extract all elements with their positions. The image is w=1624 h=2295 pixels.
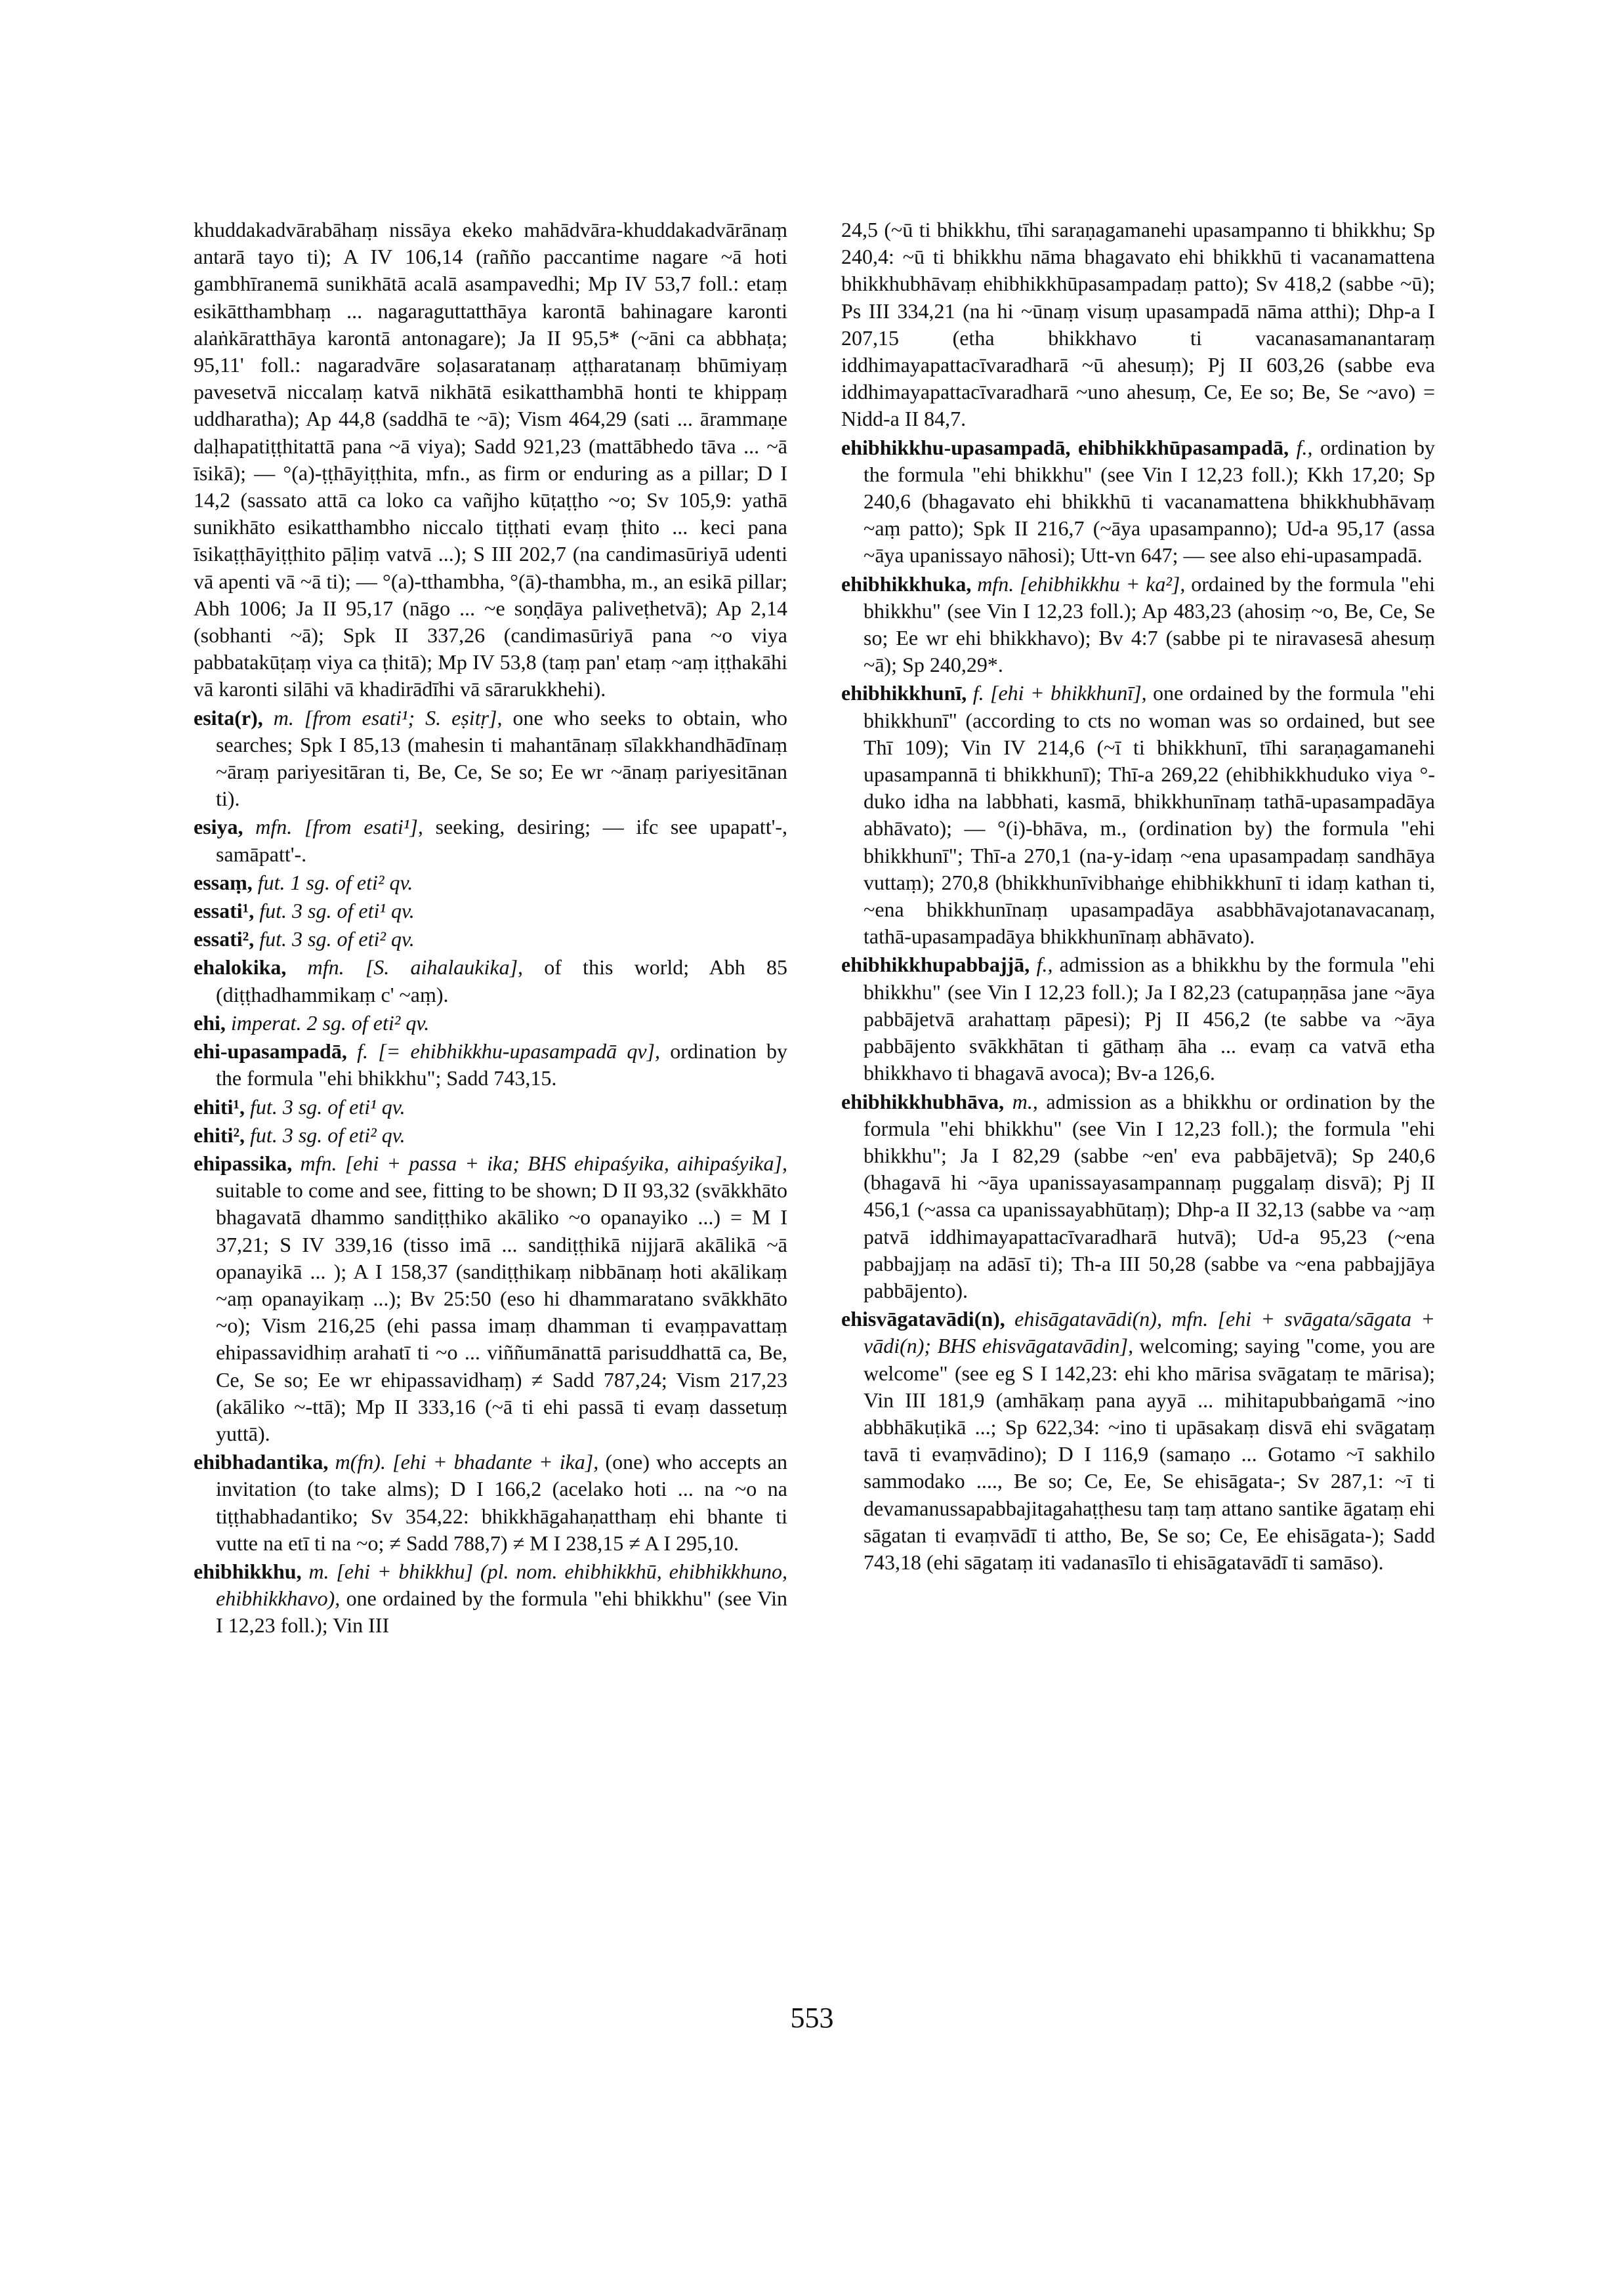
entry-headword: ehibhikkhu, xyxy=(194,1559,302,1583)
entry-grammar: fut. 3 sg. of eti¹ qv. xyxy=(259,899,415,923)
dictionary-entry xyxy=(841,1088,1435,1305)
entry-headword: ehiti¹, xyxy=(194,1094,245,1119)
entry-text: khuddakadvārabāhaṃ nissāya ekeko mahādvāra-khuddakadvārānaṃ antarā tayo ti); A IV 106,14 (raññо paccantime nagare ~ā hoti gambhīranemā sunikhātā acalā asampavedhi; Mp IV 53,7 foll.: etaṃ esikātthambhaṃ ... nagaraguttatthāya karontā bahinagare karonti alaṅkāratthāya karontā antonagare); Ja II 95,5* (~āni ca abbhaṭa; 95,11' foll.: nagaradvāre soḷasaratanaṃ aṭṭharatanaṃ bhūmiyaṃ pavesetvā niccalaṃ katvā nikhātā esikatthambhā honti te khippaṃ uddharatha); Ap 44,8 (saddhā te ~ā); Vism 464,29 (sati ... ārammaṇe daḷhapatiṭṭhitattā pana ~ā viya); Sadd 921,23 (mattābhedo tāva ... ~ā īsikā); — °(a)-ṭṭhāyiṭṭhita, mfn., as firm or enduring as a pillar; D I 14,2 (sassato attā ca loko ca vañjho kūṭaṭṭho ~o; Sv 105,9: yathā sunikhāto esikatthambho niccalo tiṭṭhati evaṃ ṭhito ... keci pana īsikaṭṭhāyiṭṭhito pāḷiṃ vatvā ...); S III 202,7 (na candimasūriyā udenti vā apenti vā ~ā ti); — °(a)-tthambha, °(ā)-thambha, m., an esikā pillar; Abh 1006; Ja II 95,17 (nāgo ... ~e soṇḍāya paliveṭhetvā); Ap 2,14 (sobhanti ~ā); Spk II 337,26 (candimasūriyā pana ~o viya pabbatakūṭaṃ viya ca ṭhitā); Mp IV 53,8 (taṃ pan' etaṃ ~aṃ iṭṭhakāhi vā karonti silāhi vā khadirādīhi vā sārarukkhehi). xyxy=(194,218,787,701)
entry-text: admission as a bhikkhu by the formula "ehi bhikkhu" (see Vin I 12,23 foll.); Ja I 82,23 (catupaṇṇāsa jane ~āya pabbājetvā arahattaṃ pāpesi); Pj II 456,2 (te sabbe va ~āya pabbājento svākkhātan ti gāthaṃ āha ... evaṃ ca vatvā etha bhikkhavo ti bhagavā avoca); Bv-a 126,6. xyxy=(864,953,1436,1085)
dictionary-entry xyxy=(841,434,1435,569)
entry-headword: ehibhadantika, xyxy=(194,1450,329,1474)
dictionary-entry xyxy=(841,951,1435,1086)
dictionary-entry xyxy=(194,1150,787,1447)
entry-grammar: fut. 3 sg. of eti² qv. xyxy=(250,1123,406,1147)
dictionary-entry xyxy=(194,1038,787,1092)
entry-text: one ordained by the formula "ehi bhikkhu" (see Vin I 12,23 foll.); Vin III xyxy=(216,1586,788,1638)
entry-text: ordination by the formula "ehi bhikkhu"; Sadd 743,15. xyxy=(216,1039,788,1090)
entry-headword: ehi-upasampadā, xyxy=(194,1039,347,1064)
entry-text: (one) who accepts an invitation (to take alms); D I 166,2 (acelako hoti ... na ~o na tiṭṭhabhadantiko; Sv 354,22: bhikkhāgahaṇatthaṃ ehi bhante ti vutte na etī ti na ~o; ≠ Sadd 788,7) ≠ M I 238,15 ≠ A I 295,10. xyxy=(216,1450,788,1555)
entry-grammar: fut. 1 sg. of eti² qv. xyxy=(257,870,413,894)
dictionary-entry xyxy=(194,898,787,924)
entry-headword: ehibhikkhunī, xyxy=(841,681,967,705)
dictionary-entry xyxy=(841,571,1435,679)
entry-headword: ehalokika, xyxy=(194,955,287,980)
entry-grammar: mfn. [S. aihalaukika], xyxy=(307,955,524,980)
entry-text: seeking, desiring; — ifc see upapatt'-, samāpatt'-. xyxy=(216,815,788,866)
dictionary-entry xyxy=(194,814,787,867)
dictionary-entry xyxy=(194,869,787,896)
entry-headword: esiya, xyxy=(194,815,243,839)
right-column xyxy=(841,217,1435,1577)
entry-text: welcoming; saying "come, you are welcome" (see eg S I 142,23: ehi kho mārisa svāgataṃ te mārisa); Vin III 181,9 (amhākaṃ pana ayyā ... mihitapubbaṅgamā ~ino abbhākuṭikā ...; Sp 622,34: ~ino ti upāsakaṃ disvā ehi svāgataṃ tavā ti evaṃvādino); D I 116,9 (samaṇo ... Gotamo ~ī sakhilo sammodako ...., Be so; Ce, Ee, Se ehisāgata-; Sv 287,1: ~ī ti devamanussapabbajitagahaṭṭhesu taṃ taṃ attano santike āgataṃ ehi sāgatan ti evaṃvādī ti attho, Be, Se so; Ce, Ee ehisāgata-); Sadd 743,18 (ehi sāgataṃ iti vadanasīlo ti ehisāgatavādī ti samāso). xyxy=(864,1334,1435,1574)
entry-grammar: f., xyxy=(1036,953,1053,977)
entry-grammar: fut. 3 sg. of eti² qv. xyxy=(259,927,415,951)
dictionary-entry xyxy=(841,1306,1435,1576)
dictionary-entry xyxy=(194,705,787,813)
dictionary-entry xyxy=(841,217,1435,433)
entry-headword: ehipassika, xyxy=(194,1151,293,1175)
entry-grammar: f., xyxy=(1296,435,1313,459)
entry-headword: ehiti², xyxy=(194,1123,245,1147)
entry-headword: ehisvāgatavādi(n), xyxy=(841,1307,1005,1331)
entry-headword: ehibhikkhu-upasampadā, ehibhikkhūpasampadā, xyxy=(841,435,1289,459)
entry-grammar: m. [from esati¹; S. eṣitṛ], xyxy=(273,705,503,730)
entry-grammar: fut. 3 sg. of eti¹ qv. xyxy=(250,1094,406,1119)
dictionary-entry xyxy=(194,1010,787,1037)
entry-grammar: m(fn). [ehi + bhadante + ika], xyxy=(335,1450,599,1474)
dictionary-entry xyxy=(841,680,1435,950)
left-column xyxy=(194,217,787,1641)
entry-grammar: ehisāgatavādi(n), mfn. [ehi + svāgata/sāgata + vādi(n); BHS ehisvāgatavādin], xyxy=(864,1307,1436,1358)
dictionary-entry xyxy=(194,926,787,953)
entry-grammar: imperat. 2 sg. of eti² qv. xyxy=(230,1010,430,1035)
dictionary-entry xyxy=(194,1122,787,1149)
entry-text: one who seeks to obtain, who searches; Spk I 85,13 (mahesin ti mahantānaṃ sīlakkhandhādīnaṃ ~āraṃ pariyesitāran ti, Be, Ce, Se so; Ee wr ~ānaṃ pariyesitānan ti). xyxy=(216,705,788,811)
entry-text: admission as a bhikkhu or ordination by the formula "ehi bhikkhu" (see Vin I 12,23 foll.); the formula "ehi bhikkhu"; Ja I 82,29 (sabbe ~en' eva pabbājetvā); Sp 240,6 (bhagavā hi ~āya upanissayasampannaṃ puggalaṃ disvā); Pj II 456,1 (~assa ca upanissayabhūtaṃ); Dhp-a II 32,13 (sabbe va ~aṃ patvā iddhimayapattacīvaradharā hutvā); Ud-a 95,23 (~ena pabbajjaṃ na adāsī ti); Th-a III 50,28 (sabbe va ~ena pabbajjāya pabbājento). xyxy=(864,1089,1435,1302)
dictionary-entry xyxy=(194,1449,787,1557)
entry-headword: essaṃ, xyxy=(194,870,253,894)
entry-text: 24,5 (~ū ti bhikkhu, tīhi saraṇagamanehi upasampanno ti bhikkhu; Sp 240,4: ~ū ti bhikkhu nāma bhagavato ehi bhikkhū ti vacanamattena bhikkhubhāvaṃ ehibhikkhūpasampadaṃ patto); Sv 418,2 (sabbe ~ū); Ps III 334,21 (na hi ~ūnaṃ visuṃ upasampadā nāma atthi); Dhp-a I 207,15 (etha bhikkhavo ti vacanasamanantaraṃ iddhimayapattacīvaradharā ~ū ahesuṃ); Pj II 603,26 (sabbe eva iddhimayapattacīvaradharā ~uno ahesuṃ, Ce, Ee so; Be, Se ~avo) = Nidd-a II 84,7. xyxy=(841,218,1435,431)
entry-headword: ehibhikkhuka, xyxy=(841,571,972,596)
entry-text: ordained by the formula "ehi bhikkhu" (see Vin I 12,23 foll.); Ap 483,23 (ahosiṃ ~o, Be, Ce, Se so; Ee wr ehi bhikkhavo); Bv 4:7 (sabbe pi te niravasesā ahesuṃ ~ā); Sp 240,29*. xyxy=(864,571,1435,677)
entry-headword: ehibhikkhubhāva, xyxy=(841,1089,1005,1113)
entry-headword: ehibhikkhupabbajjā, xyxy=(841,953,1030,977)
entry-grammar: mfn. [ehibhikkhu + ka²], xyxy=(977,571,1186,596)
entry-headword: ehi, xyxy=(194,1010,226,1035)
dictionary-entry xyxy=(194,217,787,703)
entry-grammar: mfn. [ehi + passa + ika; BHS ehipaśyika, aihipaśyika], xyxy=(300,1151,788,1175)
page-number: 553 xyxy=(790,2002,834,2034)
entry-text: suitable to come and see, fitting to be shown; D II 93,32 (svākkhāto bhagavatā dhammo sandiṭṭhiko akāliko ~o opanayiko ...) = M I 37,21; S IV 339,16 (tisso imā ... sandiṭṭhikā nijjarā akālikā ~ā opanayikā ... ); A I 158,37 (sandiṭṭhikaṃ nibbānaṃ hoti akālikaṃ ~aṃ opanayikaṃ ...); Bv 25:50 (eso hi dhammaratano svākkhāto ~o); Vism 216,25 (ehi passa imaṃ dhamman ti evaṃpavattaṃ ehipassavidhiṃ arahatī ti ~o ... viññumānattā parisuddhattā ca, Be, Ce, Se so; Ee wr ehipassavidhaṃ) ≠ Sadd 787,24; Vism 217,23 (akāliko ~-ttā); Mp II 333,16 (~ā ti ehi passā ti evaṃ dassetuṃ yuttā). xyxy=(216,1178,787,1445)
entry-grammar: m. [ehi + bhikkhu] (pl. nom. ehibhikkhū, ehibhikkhuno, ehibhikkhavo), xyxy=(216,1559,787,1611)
dictionary-entry xyxy=(194,1094,787,1121)
entry-text: ordination by the formula "ehi bhikkhu" (see Vin I 12,23 foll.); Kkh 17,20; Sp 240,6 (bhagavato ehi bhikkhū ti vacanamattena bhikkhubhāvaṃ ~aṃ patto); Spk II 216,7 (~āya upasampanno); Ud-a 95,17 (assa ~āya upanissayo nāhosi); Utt-vn 647; — see also ehi-upasampadā. xyxy=(864,435,1435,568)
entry-headword: essati², xyxy=(194,927,255,951)
entry-headword: essati¹, xyxy=(194,899,255,923)
entry-headword: esita(r), xyxy=(194,705,263,730)
dictionary-entry xyxy=(194,954,787,1008)
entry-grammar: mfn. [from esati¹], xyxy=(255,815,423,839)
entry-text: of this world; Abh 85 (diṭṭhadhammikaṃ c' ~aṃ). xyxy=(216,955,788,1006)
entry-text: one ordained by the formula "ehi bhikkhunī" (according to cts no woman was so ordained, but see Thī 109); Vin IV 214,6 (~ī ti bhikkhunī, tīhi saraṇagamanehi upasampannā ti bhikkhunī); Thī-a 269,22 (ehibhikkhuduko viya °-duko idha na labbhati, kasmā, bhikkhunīnaṃ tathā-upasampadāya abhāvato); — °(i)-bhāva, m., (ordination by) the formula "ehi bhikkhunī"; Thī-a 270,1 (na-y-idaṃ ~ena upasampadaṃ sandhāya vuttaṃ); 270,8 (bhikkhunīvibhaṅge ehibhikkhunī ti idaṃ kathan ti, ~ena bhikkhunīnaṃ upasampadāya asabbhāvajotanavacanaṃ, tathā-upasampadāya bhikkhunīnaṃ abhāvato). xyxy=(864,681,1435,949)
entry-grammar: m., xyxy=(1012,1089,1038,1113)
entry-grammar: f. [= ehibhikkhu-upasampadā qv], xyxy=(357,1039,661,1064)
dictionary-entry xyxy=(194,1558,787,1640)
entry-grammar: f. [ehi + bhikkhunī], xyxy=(972,681,1147,705)
